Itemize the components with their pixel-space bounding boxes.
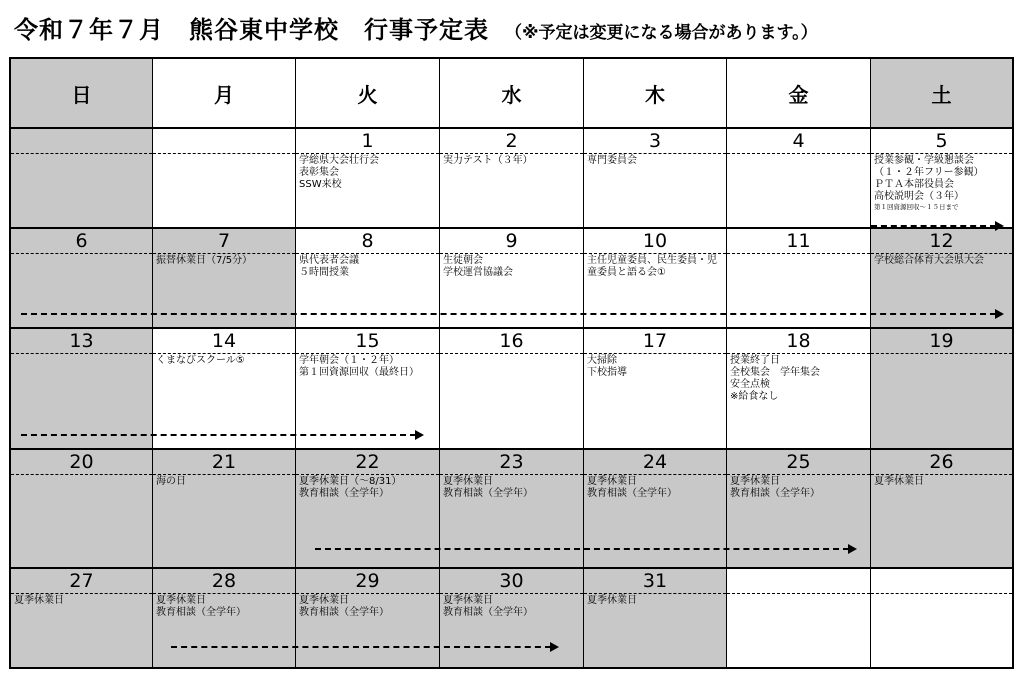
day-cell bbox=[296, 569, 440, 667]
day-cell bbox=[153, 569, 296, 667]
day-number: 29 bbox=[296, 569, 439, 594]
day-number bbox=[11, 129, 152, 154]
event-list bbox=[874, 476, 1010, 488]
day-number: 26 bbox=[871, 450, 1012, 475]
event-list bbox=[299, 155, 437, 191]
event-item: 夏季休業日 bbox=[156, 595, 206, 606]
day-number: 30 bbox=[440, 569, 583, 594]
event-item: ＰＴＡ本部役員会 bbox=[874, 179, 954, 190]
event-item: 安全点検 bbox=[730, 379, 770, 390]
event-item: 学総県大会壮行会 bbox=[299, 155, 379, 166]
continuation-arrow bbox=[21, 313, 996, 315]
event-item: 学校運営協議会 bbox=[443, 267, 513, 278]
day-number: 27 bbox=[11, 569, 152, 594]
day-number bbox=[153, 129, 295, 154]
weekday-header: 金 bbox=[727, 59, 871, 129]
day-number: 17 bbox=[584, 329, 726, 354]
day-number: 15 bbox=[296, 329, 439, 354]
event-list bbox=[443, 595, 581, 619]
day-cell bbox=[153, 129, 296, 229]
event-item: 下校指導 bbox=[587, 367, 627, 378]
calendar-title: 令和７年７月 熊谷東中学校 行事予定表 bbox=[14, 16, 489, 44]
event-list bbox=[299, 255, 437, 279]
event-item: 夏季休業日 bbox=[874, 476, 924, 487]
weekday-header: 土 bbox=[871, 59, 1012, 129]
event-item: 夏季休業日 bbox=[299, 595, 349, 606]
event-list bbox=[299, 595, 437, 619]
event-list bbox=[874, 155, 1010, 211]
continuation-arrow bbox=[21, 434, 416, 436]
day-cell bbox=[296, 129, 440, 229]
day-cell bbox=[440, 129, 584, 229]
event-list bbox=[443, 255, 581, 279]
day-cell bbox=[296, 450, 440, 569]
day-number: 10 bbox=[584, 229, 726, 254]
event-list bbox=[443, 155, 581, 167]
day-number: 7 bbox=[153, 229, 295, 254]
weekday-header: 月 bbox=[153, 59, 296, 129]
event-item: 夏季休業日（～8/31） bbox=[299, 476, 402, 487]
event-item: SSW来校 bbox=[299, 179, 342, 190]
event-item: 表彰集会 bbox=[299, 167, 339, 178]
day-cell bbox=[440, 450, 584, 569]
event-item: 実力テスト（３年） bbox=[443, 155, 533, 166]
event-list bbox=[587, 155, 724, 167]
continuation-arrow bbox=[171, 646, 551, 648]
day-number: 8 bbox=[296, 229, 439, 254]
event-item: 学校総合体育大会県大会 bbox=[874, 255, 984, 266]
event-list bbox=[14, 595, 150, 607]
continuation-arrow bbox=[315, 548, 849, 550]
event-item: 教育相談（全学年） bbox=[443, 488, 533, 499]
event-item: 夏季休業日 bbox=[587, 476, 637, 487]
day-number: 3 bbox=[584, 129, 726, 154]
day-number: 22 bbox=[296, 450, 439, 475]
weekday-header: 木 bbox=[584, 59, 727, 129]
event-item: 授業参観・学級懇談会 bbox=[874, 155, 974, 166]
event-list bbox=[587, 595, 724, 607]
day-cell bbox=[727, 129, 871, 229]
event-list bbox=[156, 355, 293, 367]
event-item: 教育相談（全学年） bbox=[587, 488, 677, 499]
event-item: 県代表者会議 bbox=[299, 255, 359, 266]
day-cell bbox=[11, 329, 153, 450]
day-cell bbox=[727, 569, 871, 667]
event-item: 夏季休業日 bbox=[443, 476, 493, 487]
day-cell bbox=[153, 450, 296, 569]
event-note: 第１回資源回収～１５日まで bbox=[874, 203, 959, 211]
day-cell bbox=[153, 329, 296, 450]
event-list bbox=[587, 355, 724, 379]
day-cell bbox=[727, 329, 871, 450]
day-number: 1 bbox=[296, 129, 439, 154]
event-item: 夏季休業日 bbox=[443, 595, 493, 606]
event-item: 授業終了日 bbox=[730, 355, 780, 366]
event-list bbox=[156, 476, 293, 488]
day-number bbox=[871, 569, 1012, 594]
event-list bbox=[730, 476, 868, 500]
event-item: 高校説明会（３年） bbox=[874, 191, 964, 202]
event-list bbox=[587, 476, 724, 500]
event-item: 夏季休業日 bbox=[14, 595, 64, 606]
event-item: 教育相談（全学年） bbox=[299, 488, 389, 499]
day-number: 2 bbox=[440, 129, 583, 154]
event-list bbox=[730, 355, 868, 403]
day-number: 21 bbox=[153, 450, 295, 475]
event-item: 振替休業日（7/5分） bbox=[156, 255, 253, 266]
weekday-header: 日 bbox=[11, 59, 153, 129]
event-list bbox=[443, 476, 581, 500]
day-number: 6 bbox=[11, 229, 152, 254]
event-list bbox=[299, 355, 437, 379]
continuation-arrow bbox=[871, 225, 996, 227]
day-number: 14 bbox=[153, 329, 295, 354]
day-number: 31 bbox=[584, 569, 726, 594]
day-number: 4 bbox=[727, 129, 870, 154]
event-item: （１・２年フリー参観） bbox=[874, 167, 984, 178]
day-cell bbox=[11, 450, 153, 569]
event-item: 専門委員会 bbox=[587, 155, 637, 166]
event-item: 教育相談（全学年） bbox=[730, 488, 820, 499]
day-cell bbox=[871, 569, 1012, 667]
calendar-subtitle: （※予定は変更になる場合があります。） bbox=[505, 23, 818, 43]
day-number: 5 bbox=[871, 129, 1012, 154]
day-cell bbox=[871, 129, 1012, 229]
event-list bbox=[299, 476, 437, 500]
day-number: 20 bbox=[11, 450, 152, 475]
day-number: 13 bbox=[11, 329, 152, 354]
day-number: 11 bbox=[727, 229, 870, 254]
event-item: くまなびスクール⑤ bbox=[156, 355, 245, 366]
weekday-header: 火 bbox=[296, 59, 440, 129]
event-item: 教育相談（全学年） bbox=[443, 607, 533, 618]
event-item: 大掃除 bbox=[587, 355, 617, 366]
event-list bbox=[156, 255, 293, 267]
event-list bbox=[156, 595, 293, 619]
day-cell bbox=[440, 329, 584, 450]
day-cell bbox=[871, 329, 1012, 450]
event-item: 主任児童委員、民生委員・児童委員と語る会① bbox=[587, 255, 717, 278]
event-item: 全校集会 学年集会 bbox=[730, 367, 820, 378]
event-item: 教育相談（全学年） bbox=[299, 607, 389, 618]
event-item: 夏季休業日 bbox=[730, 476, 780, 487]
day-cell bbox=[584, 569, 727, 667]
day-number: 23 bbox=[440, 450, 583, 475]
event-item: 生徒朝会 bbox=[443, 255, 483, 266]
day-number: 19 bbox=[871, 329, 1012, 354]
day-number bbox=[727, 569, 870, 594]
day-number: 12 bbox=[871, 229, 1012, 254]
event-item: ５時間授業 bbox=[299, 267, 349, 278]
day-number: 24 bbox=[584, 450, 726, 475]
page-title bbox=[14, 10, 818, 42]
day-cell bbox=[11, 569, 153, 667]
calendar-grid bbox=[9, 57, 1014, 669]
day-cell bbox=[11, 129, 153, 229]
day-cell bbox=[584, 329, 727, 450]
day-number: 18 bbox=[727, 329, 870, 354]
day-cell bbox=[871, 450, 1012, 569]
day-number: 25 bbox=[727, 450, 870, 475]
day-cell bbox=[440, 569, 584, 667]
event-item: ※給食なし bbox=[730, 391, 779, 402]
event-item: 海の日 bbox=[156, 476, 186, 487]
event-item: 夏季休業日 bbox=[587, 595, 637, 606]
event-item: 学年朝会（１・２年） bbox=[299, 355, 399, 366]
event-list bbox=[587, 255, 724, 279]
event-list bbox=[874, 255, 1010, 267]
day-number: 9 bbox=[440, 229, 583, 254]
event-item: 第１回資源回収（最終日） bbox=[299, 367, 419, 378]
day-cell bbox=[584, 129, 727, 229]
event-item: 教育相談（全学年） bbox=[156, 607, 246, 618]
day-number: 16 bbox=[440, 329, 583, 354]
weekday-header: 水 bbox=[440, 59, 584, 129]
day-cell bbox=[584, 450, 727, 569]
day-number: 28 bbox=[153, 569, 295, 594]
